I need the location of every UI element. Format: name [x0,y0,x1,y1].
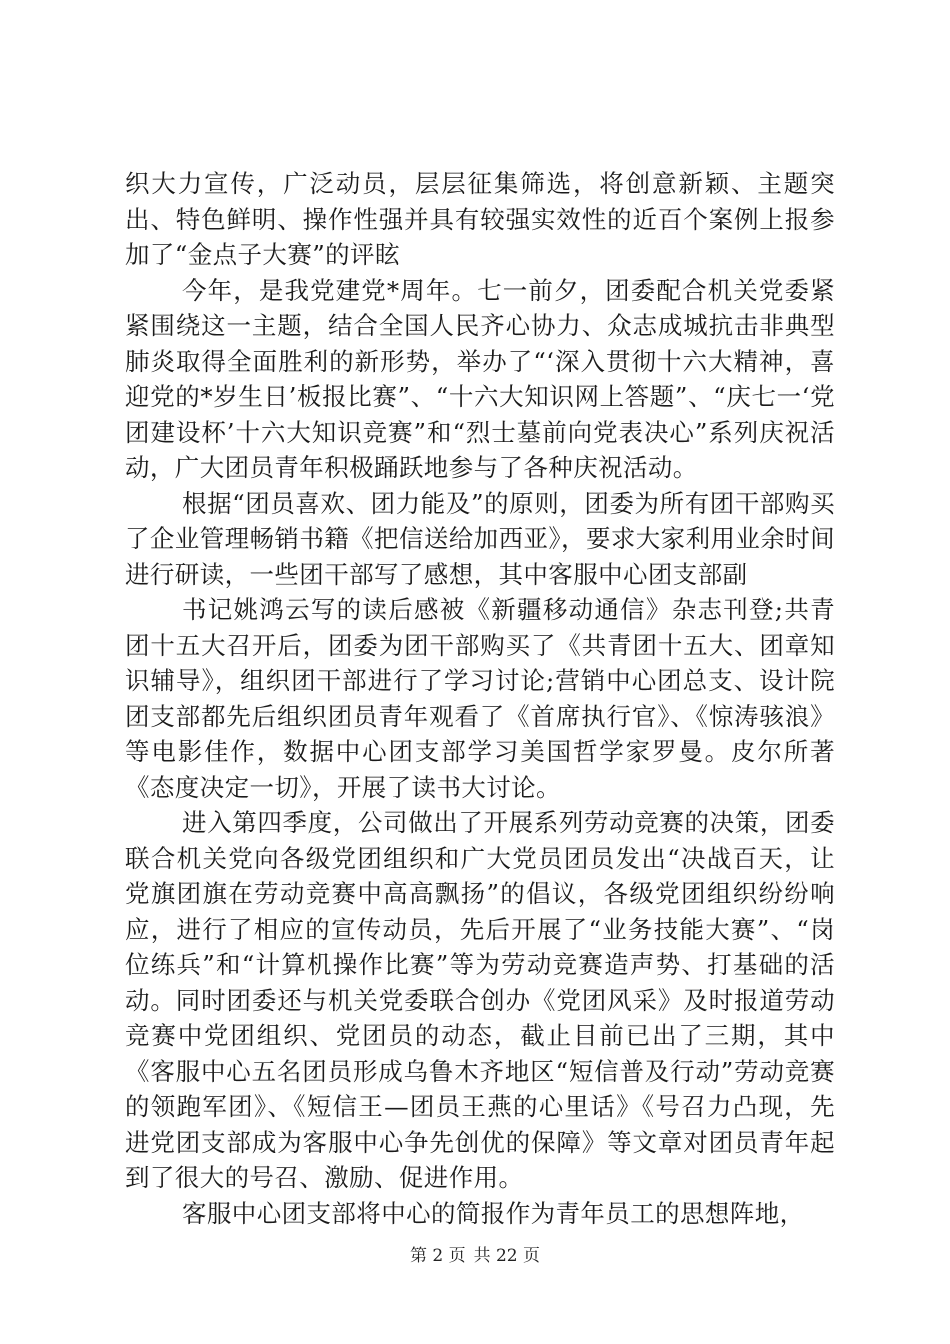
paragraph: 书记姚鸿云写的读后感被《新疆移动通信》杂志刊登;共青团十五大召开后，团委为团干部购买了《共青团十五大、团章知识辅导》，组织团干部进行了学习讨论;营销中心团总支、设计院团支部都先后组织团员青年观看了《首席执行官》、《惊涛骇浪》等电影佳作，数据中心团支部学习美国哲学家罗曼。皮尔所著《态度决定一切》，开展了读书大讨论。 [125,595,835,802]
page-total: 共 22 页 [473,1246,541,1266]
page-number: 第 2 页 [409,1246,466,1266]
page-footer [0,1245,950,1267]
paragraph: 客服中心团支部将中心的简报作为青年员工的思想阵地， [182,1198,805,1228]
paragraph: 今年，是我党建党*周年。七一前夕，团委配合机关党委紧紧围绕这一主题，结合全国人民齐心协力、众志成城抗击非典型肺炎取得全面胜利的新形势，举办了“‘深入贯彻十六大精神，喜迎党的*岁生日’板报比赛”、“十六大知识网上答题”、“庆七一‘党团建设杯’十六大知识竞赛”和“烈士墓前向党表决心”系列庆祝活动，广大团员青年积极踊跃地参与了各种庆祝活动。 [125,275,835,482]
paragraph: 根据“团员喜欢、团力能及”的原则，团委为所有团干部购买了企业管理畅销书籍《把信送给加西亚》，要求大家利用业余时间进行研读，一些团干部写了感想，其中客服中心团支部副 [125,488,835,589]
paragraph: 进入第四季度，公司做出了开展系列劳动竞赛的决策，团委联合机关党向各级党团组织和广大党员团员发出“决战百天，让党旗团旗在劳动竞赛中高高飘扬”的倡议，各级党团组织纷纷响应，进行了相应的宣传动员，先后开展了“业务技能大赛”、“岗位练兵”和“计算机操作比赛”等为劳动竞赛造声势、打基础的活动。同时团委还与机关党委联合创办《党团风采》及时报道劳动竞赛中党团组织、党团员的动态，截止目前已出了三期，其中《客服中心五名团员形成乌鲁木齐地区“短信普及行动”劳动竞赛的领跑军团》、《短信王—团员王燕的心里话》《号召力凸现，先进党团支部成为客服中心争先创优的保障》等文章对团员青年起到了很大的号召、激励、促进作用。 [125,808,835,1192]
document-body [125,166,835,1231]
paragraph: 织大力宣传，广泛动员，层层征集筛选，将创意新颖、主题突出、特色鲜明、操作性强并具有较强实效性的近百个案例上报参加了“金点子大赛”的评眩 [125,169,835,269]
